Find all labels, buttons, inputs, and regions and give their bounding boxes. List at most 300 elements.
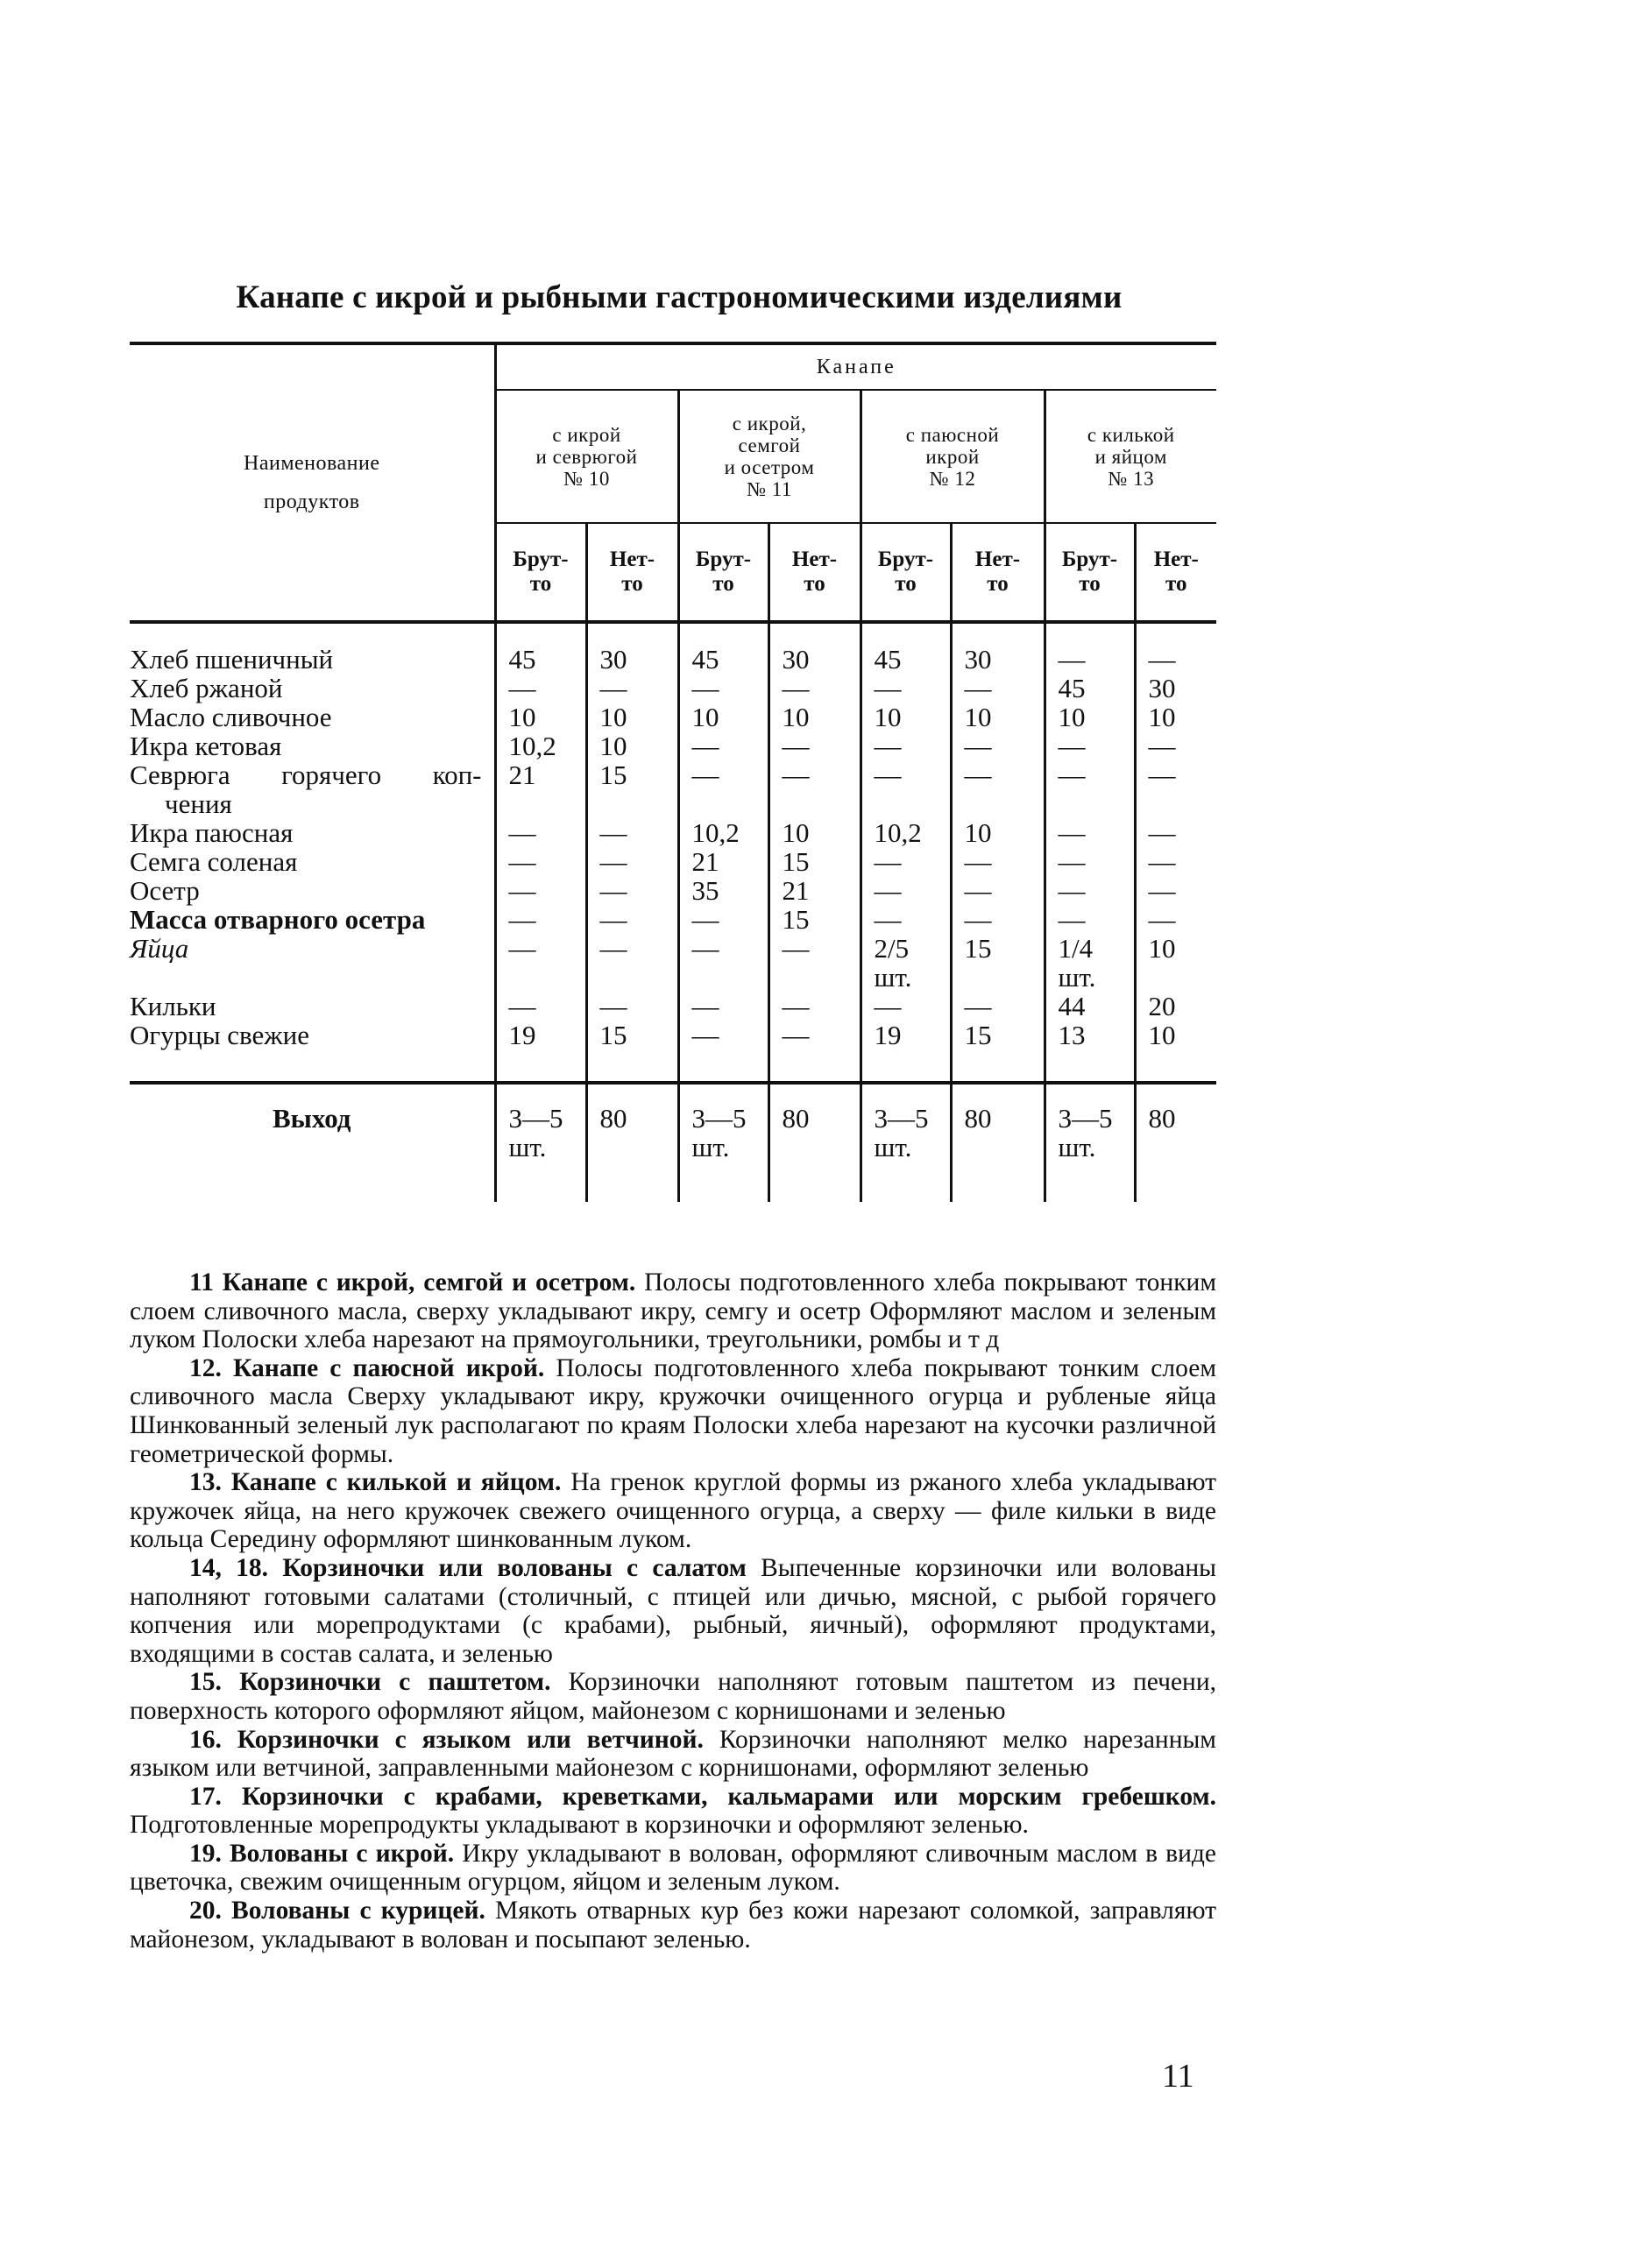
quantity-value: — xyxy=(874,731,902,761)
quantity-cell xyxy=(1045,876,1135,905)
quantity-cell xyxy=(768,731,861,760)
quantity-value: — xyxy=(782,933,810,964)
netto-line-1: Нет- xyxy=(609,548,655,571)
quantity-value: — xyxy=(782,991,810,1021)
output-value-text: 3—5 xyxy=(1058,1103,1113,1134)
quantity-cell xyxy=(861,760,951,818)
quantity-cell xyxy=(678,760,768,818)
quantity-cell xyxy=(861,674,951,703)
quantity-value: — xyxy=(1148,644,1176,675)
canape-13-line-3: № 13 xyxy=(1108,467,1155,490)
quantity-value: — xyxy=(782,1020,810,1050)
product-name-text: Масло сливочное xyxy=(130,702,332,732)
quantity-value: 44 xyxy=(1058,991,1086,1021)
product-name xyxy=(130,703,495,731)
product-name-text: Хлеб пшеничный xyxy=(130,644,334,675)
output-value xyxy=(586,1083,678,1202)
quantity-value: 10 xyxy=(1148,1020,1176,1050)
quantity-value: — xyxy=(1148,846,1176,877)
quantity-cell xyxy=(1135,876,1216,905)
recipe-text: Подготовленные морепродукты укладывают в корзиночки и оформляют зеленью. xyxy=(130,1811,1029,1840)
quantity-cell xyxy=(678,876,768,905)
output-unit: шт. xyxy=(1058,1132,1096,1162)
quantity-value: — xyxy=(874,904,902,935)
quantity-value: 45 xyxy=(1058,673,1086,703)
recipe-heading: 17. Корзиночки с крабами, креветками, кальмарами или морским гребешком. xyxy=(189,1782,1216,1811)
quantity-value: 10 xyxy=(599,731,627,761)
netto-header xyxy=(586,523,678,622)
output-value xyxy=(678,1083,768,1202)
quantity-value: — xyxy=(964,846,992,877)
quantity-value: 19 xyxy=(874,1020,902,1050)
quantity-value: — xyxy=(1058,644,1086,675)
quantity-cell xyxy=(951,905,1045,934)
brutto-line-1: Брут- xyxy=(1061,548,1118,571)
quantity-cell xyxy=(586,818,678,847)
quantity-value: 10 xyxy=(964,702,992,732)
recipe-paragraph xyxy=(130,1668,1216,1725)
output-unit: шт. xyxy=(508,1132,547,1162)
quantity-value: — xyxy=(691,760,719,790)
quantity-value: 30 xyxy=(782,644,810,675)
quantity-unit: шт. xyxy=(1058,962,1096,993)
recipe-paragraph xyxy=(130,1897,1216,1954)
quantity-value: — xyxy=(1058,846,1086,877)
product-name-text: Семга соленая xyxy=(130,846,298,877)
quantity-cell xyxy=(1135,1021,1216,1083)
quantity-value: 15 xyxy=(599,760,627,790)
quantity-cell xyxy=(1045,731,1135,760)
recipe-paragraph xyxy=(130,1783,1216,1840)
output-label: Выход xyxy=(130,1083,495,1202)
quantity-value: 10 xyxy=(1148,702,1176,732)
quantity-cell xyxy=(861,876,951,905)
quantity-cell xyxy=(768,818,861,847)
quantity-cell xyxy=(951,760,1045,818)
quantity-value: — xyxy=(874,875,902,906)
quantity-value: 10 xyxy=(508,702,536,732)
quantity-value: 21 xyxy=(508,760,536,790)
brutto-line-2: то xyxy=(895,572,917,596)
quantity-cell xyxy=(495,905,586,934)
quantity-value: 21 xyxy=(691,846,719,877)
quantity-value: — xyxy=(508,875,536,906)
canape-12-line-1: с паюсной xyxy=(905,423,1000,446)
quantity-value: — xyxy=(508,673,536,703)
quantity-value: — xyxy=(782,673,810,703)
quantity-value: — xyxy=(1148,760,1176,790)
quantity-value: — xyxy=(874,846,902,877)
quantity-cell xyxy=(1135,905,1216,934)
quantity-value: 13 xyxy=(1058,1020,1086,1050)
quantity-value: 15 xyxy=(599,1020,627,1050)
quantity-cell xyxy=(1135,703,1216,731)
recipe-heading: 16. Корзиночки с языком или ветчиной. xyxy=(189,1725,704,1754)
quantity-cell xyxy=(768,760,861,818)
product-name xyxy=(130,1021,495,1083)
quantity-cell xyxy=(495,847,586,876)
product-name-text: Севрюга горячего коп- xyxy=(130,760,482,790)
quantity-value: — xyxy=(691,991,719,1021)
quantity-cell xyxy=(495,674,586,703)
quantity-cell xyxy=(951,731,1045,760)
netto-header xyxy=(1135,523,1216,622)
products-header-line-2: продуктов xyxy=(263,491,360,513)
output-value-text: 3—5 xyxy=(508,1103,563,1134)
quantity-value: — xyxy=(964,904,992,935)
quantity-cell xyxy=(861,818,951,847)
quantity-value: 10 xyxy=(782,817,810,848)
quantity-value: — xyxy=(1058,904,1086,935)
brutto-header xyxy=(678,523,768,622)
quantity-cell xyxy=(861,1021,951,1083)
recipe-heading: 12. Канапе с паюсной икрой. xyxy=(189,1353,545,1382)
quantity-cell xyxy=(1135,847,1216,876)
quantity-value: — xyxy=(964,673,992,703)
netto-line-1: Нет- xyxy=(974,548,1021,571)
recipe-text: Корзиночки наполняют готовым паштетом из печени, поверхность которого оформляют яйцом, майонезом с корнишонами и зеленью xyxy=(130,1668,1216,1725)
quantity-value: — xyxy=(964,875,992,906)
quantity-value: 21 xyxy=(782,875,810,906)
recipe-text: На гренок круглой формы из ржаного хлеба укладывают кружочек яйца, на него кружочек свежего очищенного огурца, а сверху — филе кильки в виде кольца Середину оформляют шинкованным луком. xyxy=(130,1468,1217,1554)
table-row xyxy=(130,992,1216,1021)
product-name xyxy=(130,905,495,934)
output-value xyxy=(495,1083,586,1202)
product-name-continuation: чения xyxy=(165,788,232,819)
quantity-cell xyxy=(1135,622,1216,674)
quantity-value: — xyxy=(599,875,627,906)
quantity-cell xyxy=(586,674,678,703)
quantity-cell xyxy=(495,818,586,847)
quantity-cell xyxy=(1045,847,1135,876)
recipe-text: Выпеченные корзиночки или волованы наполняют готовыми салатами (столичный, с птицей или дичью, мясной, с рыбой горячего копчения или морепродуктами (с крабами), рыбный, яичный), оформляют продуктами, входящими в состав салата, и зеленью xyxy=(130,1553,1216,1668)
quantity-cell xyxy=(495,622,586,674)
netto-line-2: то xyxy=(804,572,825,596)
output-value-text: 80 xyxy=(599,1103,627,1134)
recipe-table xyxy=(130,342,1216,1202)
recipe-heading: 15. Корзиночки с паштетом. xyxy=(189,1668,551,1697)
quantity-value: — xyxy=(508,817,536,848)
products-header-line-1: Наименование xyxy=(243,452,380,475)
netto-line-1: Нет- xyxy=(1153,548,1199,571)
quantity-value: — xyxy=(782,731,810,761)
product-name-text: Осетр xyxy=(130,875,200,906)
brutto-line-2: то xyxy=(1079,572,1101,596)
canape-header-10 xyxy=(495,390,678,523)
canape-12-line-2: икрой xyxy=(925,445,980,468)
recipe-text: Икру укладывают в волован, оформляют сливочным маслом в виде цветочка, свежим очищенным огурцом, яйцом и зеленым луком. xyxy=(130,1839,1216,1897)
output-value xyxy=(951,1083,1045,1202)
quantity-cell xyxy=(951,847,1045,876)
brutto-line-2: то xyxy=(712,572,734,596)
recipe-descriptions xyxy=(130,1268,1216,1954)
quantity-cell xyxy=(951,1021,1045,1083)
quantity-cell xyxy=(586,905,678,934)
output-value-text: 3—5 xyxy=(874,1103,929,1134)
quantity-cell xyxy=(951,622,1045,674)
quantity-value: — xyxy=(874,991,902,1021)
product-name xyxy=(130,731,495,760)
quantity-value: — xyxy=(599,933,627,964)
quantity-value: 10 xyxy=(874,702,902,732)
canape-header-12 xyxy=(861,390,1045,523)
quantity-cell xyxy=(1045,1021,1135,1083)
recipe-paragraph xyxy=(130,1354,1216,1468)
quantity-value: — xyxy=(508,904,536,935)
quantity-cell xyxy=(951,703,1045,731)
recipe-heading: 13. Канапе с килькой и яйцом. xyxy=(189,1468,562,1497)
quantity-value: 15 xyxy=(782,904,810,935)
output-value-text: 80 xyxy=(1148,1103,1176,1134)
quantity-value: 30 xyxy=(1148,673,1176,703)
product-name-text: Икра паюсная xyxy=(130,817,294,848)
quantity-cell xyxy=(1045,760,1135,818)
quantity-value: — xyxy=(1058,875,1086,906)
quantity-value: 20 xyxy=(1148,991,1176,1021)
quantity-cell xyxy=(768,876,861,905)
product-name xyxy=(130,934,495,992)
output-value xyxy=(861,1083,951,1202)
quantity-cell xyxy=(861,934,951,992)
quantity-cell xyxy=(768,847,861,876)
brutto-line-1: Брут- xyxy=(513,548,569,571)
quantity-value: — xyxy=(1148,904,1176,935)
output-value-text: 80 xyxy=(964,1103,992,1134)
quantity-cell xyxy=(495,731,586,760)
canape-header-11 xyxy=(678,390,861,523)
quantity-cell xyxy=(951,818,1045,847)
quantity-cell xyxy=(951,934,1045,992)
page-number: 11 xyxy=(1162,2058,1194,2095)
quantity-cell xyxy=(768,992,861,1021)
quantity-value: 45 xyxy=(691,644,719,675)
product-name xyxy=(130,818,495,847)
quantity-cell xyxy=(495,876,586,905)
output-unit: шт. xyxy=(874,1132,912,1162)
quantity-cell xyxy=(586,731,678,760)
quantity-value: — xyxy=(691,731,719,761)
quantity-cell xyxy=(495,1021,586,1083)
quantity-value: 10,2 xyxy=(874,817,922,848)
quantity-cell xyxy=(678,622,768,674)
quantity-value: 15 xyxy=(964,1020,992,1050)
quantity-value: 19 xyxy=(508,1020,536,1050)
quantity-cell xyxy=(951,992,1045,1021)
output-value xyxy=(1135,1083,1216,1202)
canape-11-line-4: № 11 xyxy=(747,478,792,500)
table-row xyxy=(130,622,1216,674)
quantity-cell xyxy=(1045,818,1135,847)
quantity-value: 10,2 xyxy=(508,731,556,761)
table-row xyxy=(130,674,1216,703)
recipe-paragraph xyxy=(130,1468,1216,1554)
quantity-cell xyxy=(495,760,586,818)
product-name xyxy=(130,876,495,905)
netto-line-2: то xyxy=(987,572,1009,596)
quantity-value: — xyxy=(691,933,719,964)
quantity-cell xyxy=(1135,992,1216,1021)
product-name xyxy=(130,847,495,876)
quantity-cell xyxy=(1045,674,1135,703)
product-name xyxy=(130,622,495,674)
quantity-cell xyxy=(768,622,861,674)
quantity-cell xyxy=(861,731,951,760)
quantity-cell xyxy=(586,703,678,731)
table-row xyxy=(130,905,1216,934)
brutto-line-1: Брут- xyxy=(877,548,934,571)
quantity-value: — xyxy=(599,904,627,935)
canape-11-line-2: семгой xyxy=(738,435,801,456)
canape-11-line-3: и осетром xyxy=(724,456,815,478)
canape-13-line-1: с килькой xyxy=(1087,423,1175,446)
canape-10-line-1: с икрой xyxy=(552,423,621,446)
quantity-value: — xyxy=(1058,817,1086,848)
product-name xyxy=(130,760,495,818)
quantity-value: — xyxy=(599,846,627,877)
quantity-value: — xyxy=(1148,731,1176,761)
quantity-value: 45 xyxy=(874,644,902,675)
product-name xyxy=(130,674,495,703)
quantity-value: — xyxy=(782,760,810,790)
quantity-cell xyxy=(1045,992,1135,1021)
quantity-cell xyxy=(1135,934,1216,992)
netto-line-2: то xyxy=(1165,572,1187,596)
recipe-text: Мякоть отварных кур без кожи нарезают соломкой, заправляют майонезом, укладывают в волован и посыпают зеленью. xyxy=(130,1897,1216,1954)
table-row xyxy=(130,731,1216,760)
output-value xyxy=(1045,1083,1135,1202)
output-value-text: 3—5 xyxy=(691,1103,747,1134)
quantity-value: — xyxy=(1148,817,1176,848)
quantity-cell xyxy=(768,934,861,992)
quantity-value: — xyxy=(1058,760,1086,790)
brutto-header xyxy=(495,523,586,622)
recipe-text: Корзиночки наполняют мелко нарезанным языком или ветчиной, заправленными майонезом с корнишонами, оформляют зеленью xyxy=(130,1725,1216,1783)
table-row xyxy=(130,934,1216,992)
quantity-cell xyxy=(861,905,951,934)
quantity-value: — xyxy=(508,933,536,964)
table-row xyxy=(130,1021,1216,1083)
table-row xyxy=(130,847,1216,876)
quantity-cell xyxy=(678,1021,768,1083)
netto-header xyxy=(768,523,861,622)
recipe-text: Полосы подготовленного хлеба покрывают тонким слоем сливочного масла Сверху укладывают икру, кружочки очищенного огурца и рубленые яйца Шинкованный зеленый лук располагают по краям Полоски хлеба нарезают на кусочки различной геометрической формы. xyxy=(130,1353,1216,1468)
recipe-text: Полосы подготовленного хлеба покрывают тонким слоем сливочного масла, сверху укладывают икру, семгу и осетр Оформляют маслом и зеленым луком Полоски хлеба нарезают на прямоугольники, треугольники, ромбы и т д xyxy=(130,1268,1216,1354)
quantity-value: 35 xyxy=(691,875,719,906)
quantity-cell xyxy=(1135,818,1216,847)
recipe-heading: 14, 18. Корзиночки или волованы с салатом xyxy=(189,1553,747,1582)
product-name-text: Масса отварного осетра xyxy=(130,904,426,935)
quantity-cell xyxy=(1135,760,1216,818)
quantity-value: 10 xyxy=(1058,702,1086,732)
output-row xyxy=(130,1083,1216,1202)
canape-12-line-3: № 12 xyxy=(929,467,976,490)
quantity-cell xyxy=(586,847,678,876)
recipe-heading: 19. Волованы с икрой. xyxy=(189,1839,455,1868)
quantity-cell xyxy=(678,847,768,876)
product-name xyxy=(130,992,495,1021)
quantity-cell xyxy=(861,622,951,674)
quantity-value: 10 xyxy=(691,702,719,732)
products-header xyxy=(130,343,495,622)
quantity-value: — xyxy=(964,760,992,790)
product-name-text: Икра кетовая xyxy=(130,731,282,761)
recipe-paragraph xyxy=(130,1726,1216,1783)
quantity-value: 10 xyxy=(782,702,810,732)
quantity-cell xyxy=(1135,674,1216,703)
table-row xyxy=(130,703,1216,731)
canape-11-line-1: с икрой, xyxy=(732,413,807,435)
quantity-cell xyxy=(861,992,951,1021)
quantity-value: 10 xyxy=(599,702,627,732)
quantity-value: — xyxy=(1058,731,1086,761)
quantity-value: — xyxy=(964,731,992,761)
output-value xyxy=(768,1083,861,1202)
brutto-line-1: Брут- xyxy=(695,548,752,571)
quantity-cell xyxy=(678,731,768,760)
quantity-cell xyxy=(586,992,678,1021)
quantity-value: — xyxy=(508,991,536,1021)
quantity-value: — xyxy=(691,904,719,935)
quantity-unit: шт. xyxy=(874,962,912,993)
output-value-text: 80 xyxy=(782,1103,810,1134)
quantity-value: — xyxy=(1148,875,1176,906)
quantity-cell xyxy=(1045,934,1135,992)
table-row xyxy=(130,760,1216,818)
quantity-value: 10 xyxy=(964,817,992,848)
quantity-value: 10 xyxy=(1148,933,1176,964)
canape-10-line-3: № 10 xyxy=(563,467,610,490)
quantity-value: — xyxy=(964,991,992,1021)
quantity-cell xyxy=(586,1021,678,1083)
quantity-cell xyxy=(678,674,768,703)
quantity-value: 15 xyxy=(782,846,810,877)
quantity-cell xyxy=(678,992,768,1021)
quantity-value: 15 xyxy=(964,933,992,964)
recipe-paragraph xyxy=(130,1554,1216,1668)
recipe-heading: 11 Канапе с икрой, семгой и осетром. xyxy=(189,1268,636,1297)
quantity-cell xyxy=(768,674,861,703)
quantity-value: 30 xyxy=(599,644,627,675)
canape-group-header: Канапе xyxy=(495,343,1216,390)
quantity-cell xyxy=(678,818,768,847)
quantity-value: — xyxy=(599,991,627,1021)
quantity-cell xyxy=(1045,905,1135,934)
quantity-cell xyxy=(1045,703,1135,731)
brutto-line-2: то xyxy=(529,572,552,596)
quantity-cell xyxy=(861,847,951,876)
quantity-cell xyxy=(586,760,678,818)
quantity-value: — xyxy=(691,673,719,703)
quantity-value: 10,2 xyxy=(691,817,740,848)
quantity-cell xyxy=(678,934,768,992)
recipe-paragraph xyxy=(130,1268,1216,1354)
quantity-value: — xyxy=(508,846,536,877)
quantity-value: — xyxy=(599,673,627,703)
quantity-cell xyxy=(678,703,768,731)
quantity-cell xyxy=(861,703,951,731)
canape-13-line-2: и яйцом xyxy=(1094,445,1167,468)
product-name-text: Огурцы свежие xyxy=(130,1020,310,1050)
netto-header xyxy=(951,523,1045,622)
product-name-text: Кильки xyxy=(130,991,216,1021)
quantity-cell xyxy=(768,703,861,731)
quantity-value: 2/5 xyxy=(874,933,910,964)
page-title: Канапе с икрой и рыбными гастрономическими изделиями xyxy=(236,279,1123,315)
recipe-paragraph xyxy=(130,1840,1216,1897)
quantity-value: — xyxy=(874,760,902,790)
brutto-header xyxy=(1045,523,1135,622)
output-unit: шт. xyxy=(691,1132,730,1162)
